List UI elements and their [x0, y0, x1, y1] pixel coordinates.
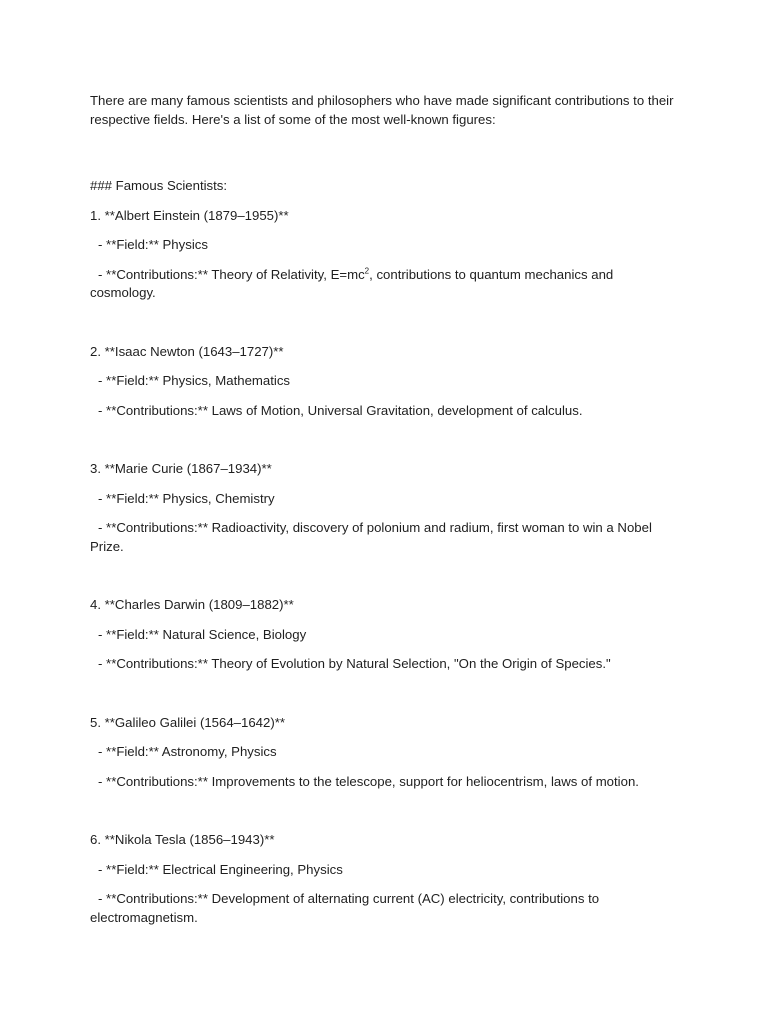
entry-title: 5. **Galileo Galilei (1564–1642)** [90, 714, 286, 730]
entry-field: - **Field:** Physics, Chemistry [98, 490, 275, 506]
list-item [90, 343, 680, 421]
entry-field: - **Field:** Astronomy, Physics [98, 744, 277, 759]
entry-title: 1. **Albert Einstein (1879–1955)** [90, 207, 289, 223]
entry-field: - **Field:** Natural Science, Biology [98, 626, 307, 642]
list-item [90, 714, 680, 792]
superscript: 2 [364, 266, 370, 276]
entry-title: 4. **Charles Darwin (1809–1882)** [90, 597, 294, 612]
entry-contributions: - **Contributions:** Radioactivity, discovery of polonium and radium, first woman to win a Nobel Prize. [90, 520, 652, 554]
list-item [90, 207, 680, 303]
contributions-text: - **Contributions:** Theory of Relativity, E=mc [98, 266, 365, 282]
entry-contributions: - **Contributions:** Improvements to the telescope, support for heliocentrism, laws of motion. [98, 773, 639, 789]
entry-field: - **Field:** Electrical Engineering, Physics [98, 861, 343, 877]
intro-paragraph: There are many famous scientists and philosophers who have made significant contributions to their respective fields. Here's a list of some of the most well-known figures: [90, 93, 674, 127]
entry-field: - **Field:** Physics, Mathematics [98, 373, 291, 388]
list-item [90, 460, 680, 556]
entry-title: 2. **Isaac Newton (1643–1727)** [90, 343, 284, 359]
entry-field: - **Field:** Physics [98, 237, 208, 252]
section-heading: ### Famous Scientists: [90, 178, 228, 193]
document-page [90, 92, 680, 967]
entry-contributions: - **Contributions:** Development of alternating current (AC) electricity, contributions to electromagnetism. [90, 891, 600, 925]
entry-contributions: - **Contributions:** Laws of Motion, Universal Gravitation, development of calculus. [98, 402, 583, 418]
entry-title: 3. **Marie Curie (1867–1934)** [90, 461, 272, 476]
list-item [90, 831, 680, 927]
entry-contributions: - **Contributions:** Theory of Evolution by Natural Selection, "On the Origin of Species." [98, 656, 611, 671]
entry-contributions [90, 266, 680, 303]
contributions-text-end: , contributions to quantum mechanics and cosmology. [90, 266, 614, 300]
entry-title: 6. **Nikola Tesla (1856–1943)** [90, 832, 275, 847]
list-item [90, 596, 680, 674]
